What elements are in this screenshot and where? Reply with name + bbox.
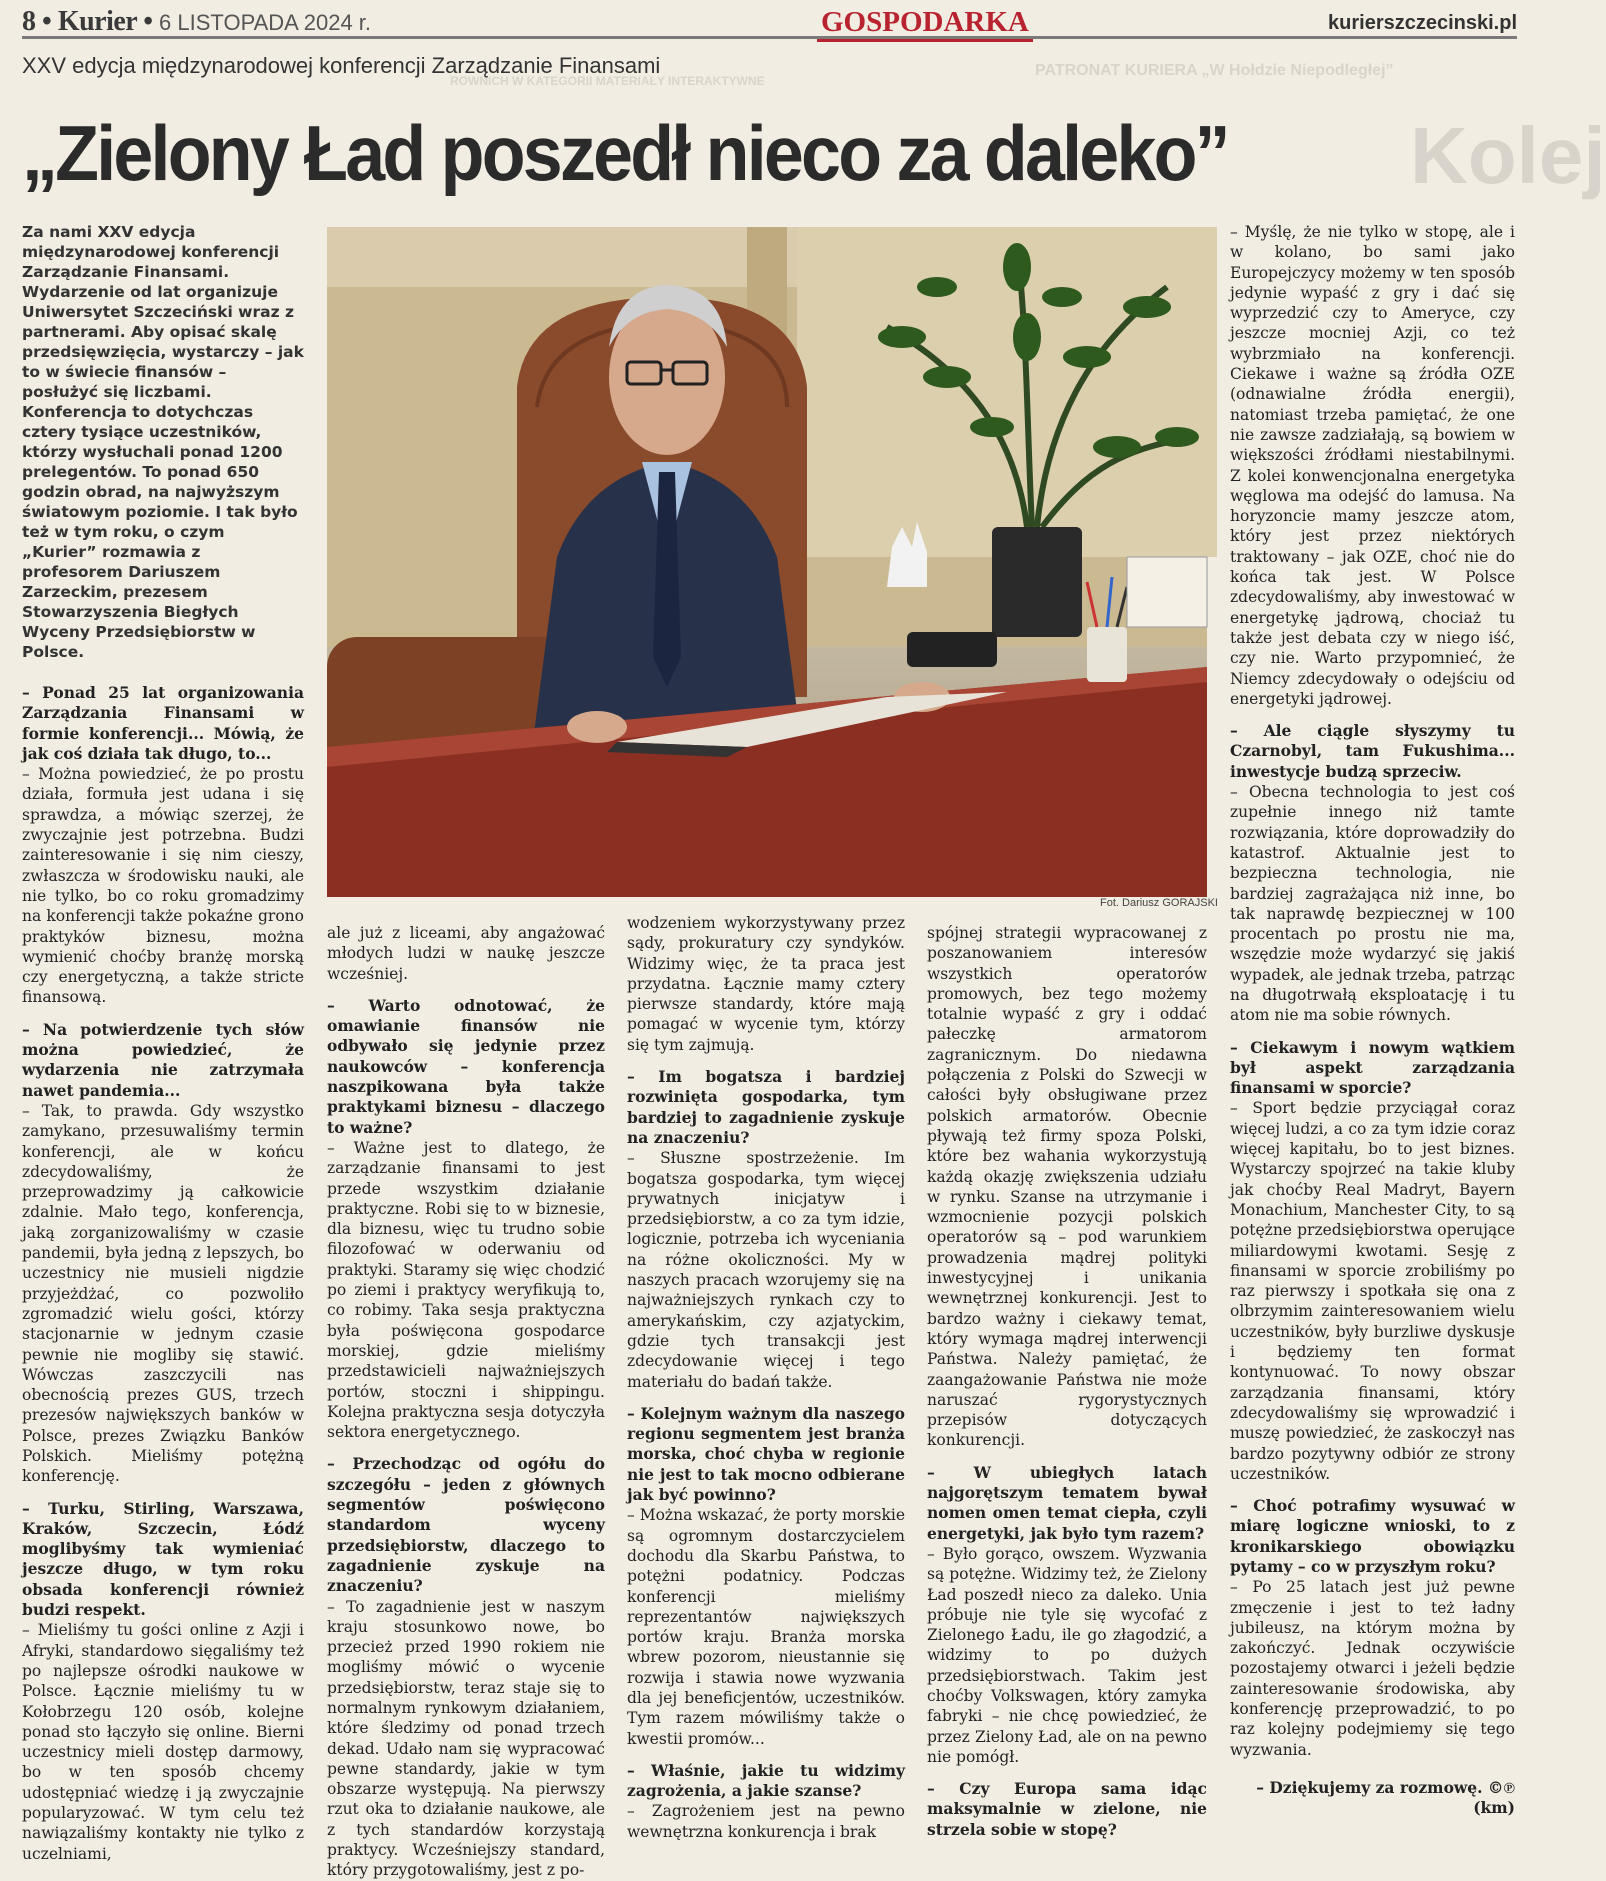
signature: – Dziękujemy za rozmowę. ©℗ (km) [1256,1777,1515,1818]
question-paragraph: – Kolejnym ważnym dla naszego regionu segmentem jest branża morska, choć chyba w regionie nie jest to tak mocno odbierane jak być powinno? [627,1403,905,1505]
article-column-3 [627,913,905,1842]
ghost-text-big: Kolej [1410,111,1606,200]
answer-paragraph: – Ważne jest to dlatego, że zarządzanie finansami to jest przede wszystkim działanie praktyczne. Robi się to w biznesie, dla biznesu, więc tu trudno sobie filozofować w oderwaniu od praktyki. Staramy się więc chodzić po ziemi i praktycy weryfikują to, co robimy. Taka sesja praktyczna była poświęcona gospodarce morskiej, gdzie mieliśmy przedstawicieli najważniejszych portów, stoczni i shippingu. Kolejna praktyczna sesja dotyczyła sektora energetycznego. [327,1138,605,1442]
bullet: • [143,6,153,37]
answer-paragraph: spójnej strategii wypracowanej z poszanowaniem interesów wszystkich operatorów promowych, bez tego możemy totalnie wypaść z gry i oddać pałeczkę armatorom zagranicznym. Do niedawna połączenia z Polski do Szwecji w całości były obsługiwane przez polskich armatorów. Obecnie pływają też firmy spoza Polski, które bez wahania wykorzystują każdą okazję zwiększenia udziału w rynku. Szanse na utrzymanie i wzmocnienie pozycji polskich operatorów są – pod warunkiem prowadzenia mądrej polityki inwestycyjnej i unikania wewnętrznej konkurencji. Jest to bardzo ważny i ciekawy temat, który wymaga mądrej interwencji Państwa. Należy pamiętać, że zaangażowanie Państwa nie może naruszać rygorystycznych przepisów dotyczących konkurencji. [927,924,1207,1450]
photo-credit: Fot. Dariusz GORAJSKI [1100,897,1218,909]
answer-paragraph: ale już z liceami, aby angażować młodych ludzi w naukę jeszcze wcześniej. [327,924,605,983]
answer-paragraph: – Słuszne spostrzeżenie. Im bogatsza gospodarka, tym więcej prywatnych inicjatyw i przedsiębiorstw, a co za tym idzie, logicznie, potrzeba ich wyceniania na różne okoliczności. My w naszych pracach wzorujemy się na najważniejszych rynkach czy to amerykańskim, czy azjatyckim, gdzie tych transakcji jest zdecydowanie więcej i tego materiału do badań także. [627,1149,905,1391]
bullet: • [42,6,52,37]
question-paragraph: – Ciekawym i nowym wątkiem był aspekt zarządzania finansami w sporcie? [1230,1037,1515,1098]
answer-paragraph: – To zagadnienie jest w naszym kraju stosunkowo nowe, bo przecież przed 1990 rokiem nie mogliśmy mówić o wycenie przedsiębiorstw, teraz staje się to normalnym rynkowym działaniem, które śledzimy od ponad trzech dekad. Udało nam się wypracować pewne standardy, jakie w tym obszarze występują. Na pierwszy rzut oka to działanie naukowe, ale z tych standardów korzystają praktycy. Wcześniejszy standard, który przygotowaliśmy, jest z po- [327,1597,605,1880]
headline: „Zielony Ład poszedł nieco za daleko” [22,109,1228,197]
answer-paragraph: – Zagrożeniem jest na pewno wewnętrzna konkurencja i brak [627,1802,905,1841]
masthead [22,6,1517,39]
question-paragraph: – Ale ciągle słyszymy tu Czarnobyl, tam Fukushima... inwestycje budzą sprzeciw. [1230,721,1515,781]
answer-paragraph: – Mieliśmy tu gości online z Azji i Afryki, standardowo sięgaliśmy też po najlepsze ośrodki naukowe w Polsce. Łącznie mieliśmy tu w Kołobrzegu 120 osób, kolejne ponad sto łączyło się online. Bierni uczestnicy mieli dostęp darmowy, bo w ten sposób chcemy udostępniać wiedzę i ją zwyczajnie popularyzować. W tym celu też nawiązaliśmy kontakty nie tylko z uczelniami, [22,1621,304,1863]
paper-name: Kurier [57,6,137,37]
article-column-1 [22,683,304,1864]
kicker: XXV edycja międzynarodowej konferencji Zarządzanie Finansami [22,53,661,78]
answer-paragraph: – Myślę, że nie tylko w stopę, ale i w kolano, bo sami jako Europejczycy możemy w ten sposób jedynie wypaść z gry i dać się wyprzedzić czy to Ameryce, czy jeszcze mocniej Azji, co też wybrzmiało na konferencji. Ciekawe i ważne są źródła OZE (odnawialne źródła energii), natomiast trzeba pamiętać, że one nie zawsze zadziałają, są bowiem w większości źródłami niestabilnymi. Z kolei konwencjonalna energetyka węglowa ma odejść do lamusa. Na horyzoncie mamy jeszcze atom, który jest przez niektórych traktowany – jak OZE, choć nie do końca tak jest. W Polsce zdecydowaliśmy, aby inwestować w energetykę jądrową, chociaż tu także jest debata czy w niego iść, czy nie. Warto przypomnieć, że Niemcy zdecydowały o odejściu od energetyki jądrowej. [1230,223,1515,708]
interview-photo [327,227,1207,897]
lead-paragraph: Za nami XXV edycja międzynarodowej konferencji Zarządzanie Finansami. Wydarzenie od lat organizuje Uniwersytet Szczeciński wraz z partnerami. Aby opisać skalę przedsięwzięcia, wystarczy – jak to w świecie finansów – posłużyć się liczbami. Konferencja to dotychczas cztery tysiące uczestników, którzy wysłuchali ponad 1200 prelegentów. To ponad 650 godzin obrad, na najwyższym światowym poziomie. I tak było też w tym roku, o czym „Kurier” rozmawia z profesorem Dariuszem Zarzeckim, prezesem Stowarzyszenia Biegłych Wyceny Przedsiębiorstw w Polsce. [22,223,304,661]
issue-date: 6 LISTOPADA 2024 r. [159,10,372,35]
article-column-4 [927,923,1207,1840]
answer-paragraph: – Sport będzie przyciągał coraz więcej ludzi, a co za tym idzie coraz więcej kapitału, bo to jest biznes. Wystarczy spojrzeć na takie kluby jak choćby Real Madryt, Bayern Monachium, Manchester City, to są potężne przedsiębiorstwa operujące miliardowymi kwotami. Sesję z finansami w sporcie zrobiliśmy po raz pierwszy i spotkała się ona z olbrzymim zainteresowaniem wielu uczestników, były burzliwe dyskusje i będziemy ten format kontynuować. To nowy obszar zarządzania finansami, który zdecydowaliśmy się wprowadzić i muszę powiedzieć, że zaskoczył nas bardzo pozytywny odbiór ze strony uczestników. [1230,1099,1515,1483]
answer-paragraph: – Można powiedzieć, że po prostu działa, formuła jest udana i się sprawdza, a mówiąc szerzej, że zwyczajnie jest potrzebna. Budzi zainteresowanie i się nim cieszy, zwłaszcza w środowisku nauki, ale nie tylko, bo co roku gromadzimy na konferencji także pokaźne grono praktyków biznesu, można wymienić choćby branżę morską czy energetyczną, a także stricte finansową. [22,765,304,1007]
answer-paragraph: – Tak, to prawda. Gdy wszystko zamykano, przesuwaliśmy termin konferencji, ale w końcu zdecydowaliśmy, że przeprowadzimy ją całkowicie zdalnie. Mało tego, konferencja, jaką zorganizowaliśmy w czasie pandemii, była jedną z lepszych, bo uczestnicy nie musieli nigdzie przyjeżdżać, co pozwoliło zgromadzić wielu gości, którzy stacjonarnie w jednym czasie pewnie nie mogliby się stawić. Wówczas zaszczycili nas obecnością prezes GUS, trzech prezesów największych banków w Polsce, prezes Związku Banków Polskich. Mieliśmy potężną konferencję. [22,1101,304,1486]
question-paragraph: – Przechodząc od ogółu do szczegółu – jeden z głównych segmentów poświęcono standardom wyceny przedsiębiorstw, dlaczego to zagadnienie zyskuje na znaczeniu? [327,1454,605,1596]
question-paragraph: – Im bogatsza i bardziej rozwinięta gospodarka, tym bardziej to zagadnienie zyskuje na znaczeniu? [627,1067,905,1147]
section-label: GOSPODARKA [817,6,1033,42]
article-column-5 [1230,222,1515,1819]
photo-illustration [327,227,1207,897]
article-column-2 [327,923,605,1881]
answer-paragraph: – Można wskazać, że porty morskie są ogromnym dostarczycielem dochodu dla Skarbu Państwa, to potężni podatnicy. Podczas konferencji mieliśmy reprezentantów największych portów kraju. Branża morska wbrew pozorom, nieustannie się rozwija i stawia nowe wyzwania dla jej beneficjentów, uczestników. Tym razem mówiliśmy także o kwestii promów... [627,1506,905,1748]
question-paragraph: – Ponad 25 lat organizowania Zarządzania Finansami w formie konferencji... Mówią, że jak coś działa tak długo, to... [22,683,304,763]
question-paragraph: – W ubiegłych latach najgorętszym tematem bywał nomen omen temat ciepła, czyli energetyki, jak było tym razem? [927,1462,1207,1543]
question-paragraph: – Turku, Stirling, Warszawa, Kraków, Szczecin, Łódź moglibyśmy tak wymieniać jeszcze długo, w tym roku obsada konferencji również budzi respekt. [22,1498,304,1620]
answer-paragraph: – Było gorąco, owszem. Wyzwania są potężne. Widzimy też, że Zielony Ład poszedł nieco za daleko. Unia próbuje nie tyle się wycofać z Zielonego Ładu, ile go złagodzić, a widzimy to po dużych przedsiębiorstwach. Takim jest choćby Volkswagen, który zamyka fabryki – nie chcę powiedzieć, że przez Zielony Ład, ale on na pewno nie pomógł. [927,1544,1207,1766]
answer-paragraph: wodzeniem wykorzystywany przez sądy, prokuratury czy syndyków. Widzimy więc, że ta praca jest przydatna. Łącznie mamy cztery pierwsze standardy, które mają pomagać w wycenie tym, którzy się tym zajmują. [627,914,905,1054]
answer-paragraph: – Obecna technologia to jest coś zupełnie innego niż tamte rozwiązania, które doprowadziły do katastrof. Aktualnie jest to bezpieczna technologia, nie bardziej zagrażająca niż inne, bo tak naprawdę bezpiecznej w 100 procentach po prostu nie ma, wszędzie może wydarzyć się jakiś wypadek, ale jednak trzeba, patrząc na długotrwałą eksploatację i tu atom nie ma sobie równych. [1230,783,1515,1025]
question-paragraph: – Czy Europa sama idąc maksymalnie w zielone, nie strzela sobie w stopę? [927,1779,1207,1839]
question-paragraph: – Choć potrafimy wysuwać w miarę logiczne wnioski, to z kronikarskiego obowiązku pytamy – co w przyszłym roku? [1230,1496,1515,1576]
question-paragraph: – Warto odnotować, że omawianie finansów nie odbywało się jedynie przez naukowców – konferencja naszpikowana była także praktykami biznesu – dlaczego to ważne? [327,995,605,1137]
question-paragraph: – Na potwierdzenie tych słów można powiedzieć, że wydarzenia nie zatrzymała nawet pandemia... [22,1019,304,1100]
ghost-text-1: PATRONAT KURIERA „W Hołdzie Niepodległej” [1035,62,1394,79]
question-paragraph: – Właśnie, jakie tu widzimy zagrożenia, a jakie szanse? [627,1760,905,1801]
answer-paragraph: – Po 25 latach jest już pewne zmęczenie i jest to też ładny jubileusz, na którym można by zakończyć. Jednak oczywiście pozostajemy otwarci i jeżeli będzie zainteresowanie środowiska, aby konferencję przeprowadzić, to po raz kolejny podejmiemy się tego wyzwania. [1230,1578,1515,1759]
masthead-left [22,6,371,38]
ghost-text-2: ROWNICH W KATEGORII MATERIAŁY INTERAKTYWNE [450,74,765,88]
site-url: kurierszczecinski.pl [1328,12,1517,34]
page-number: 8 [22,6,36,37]
